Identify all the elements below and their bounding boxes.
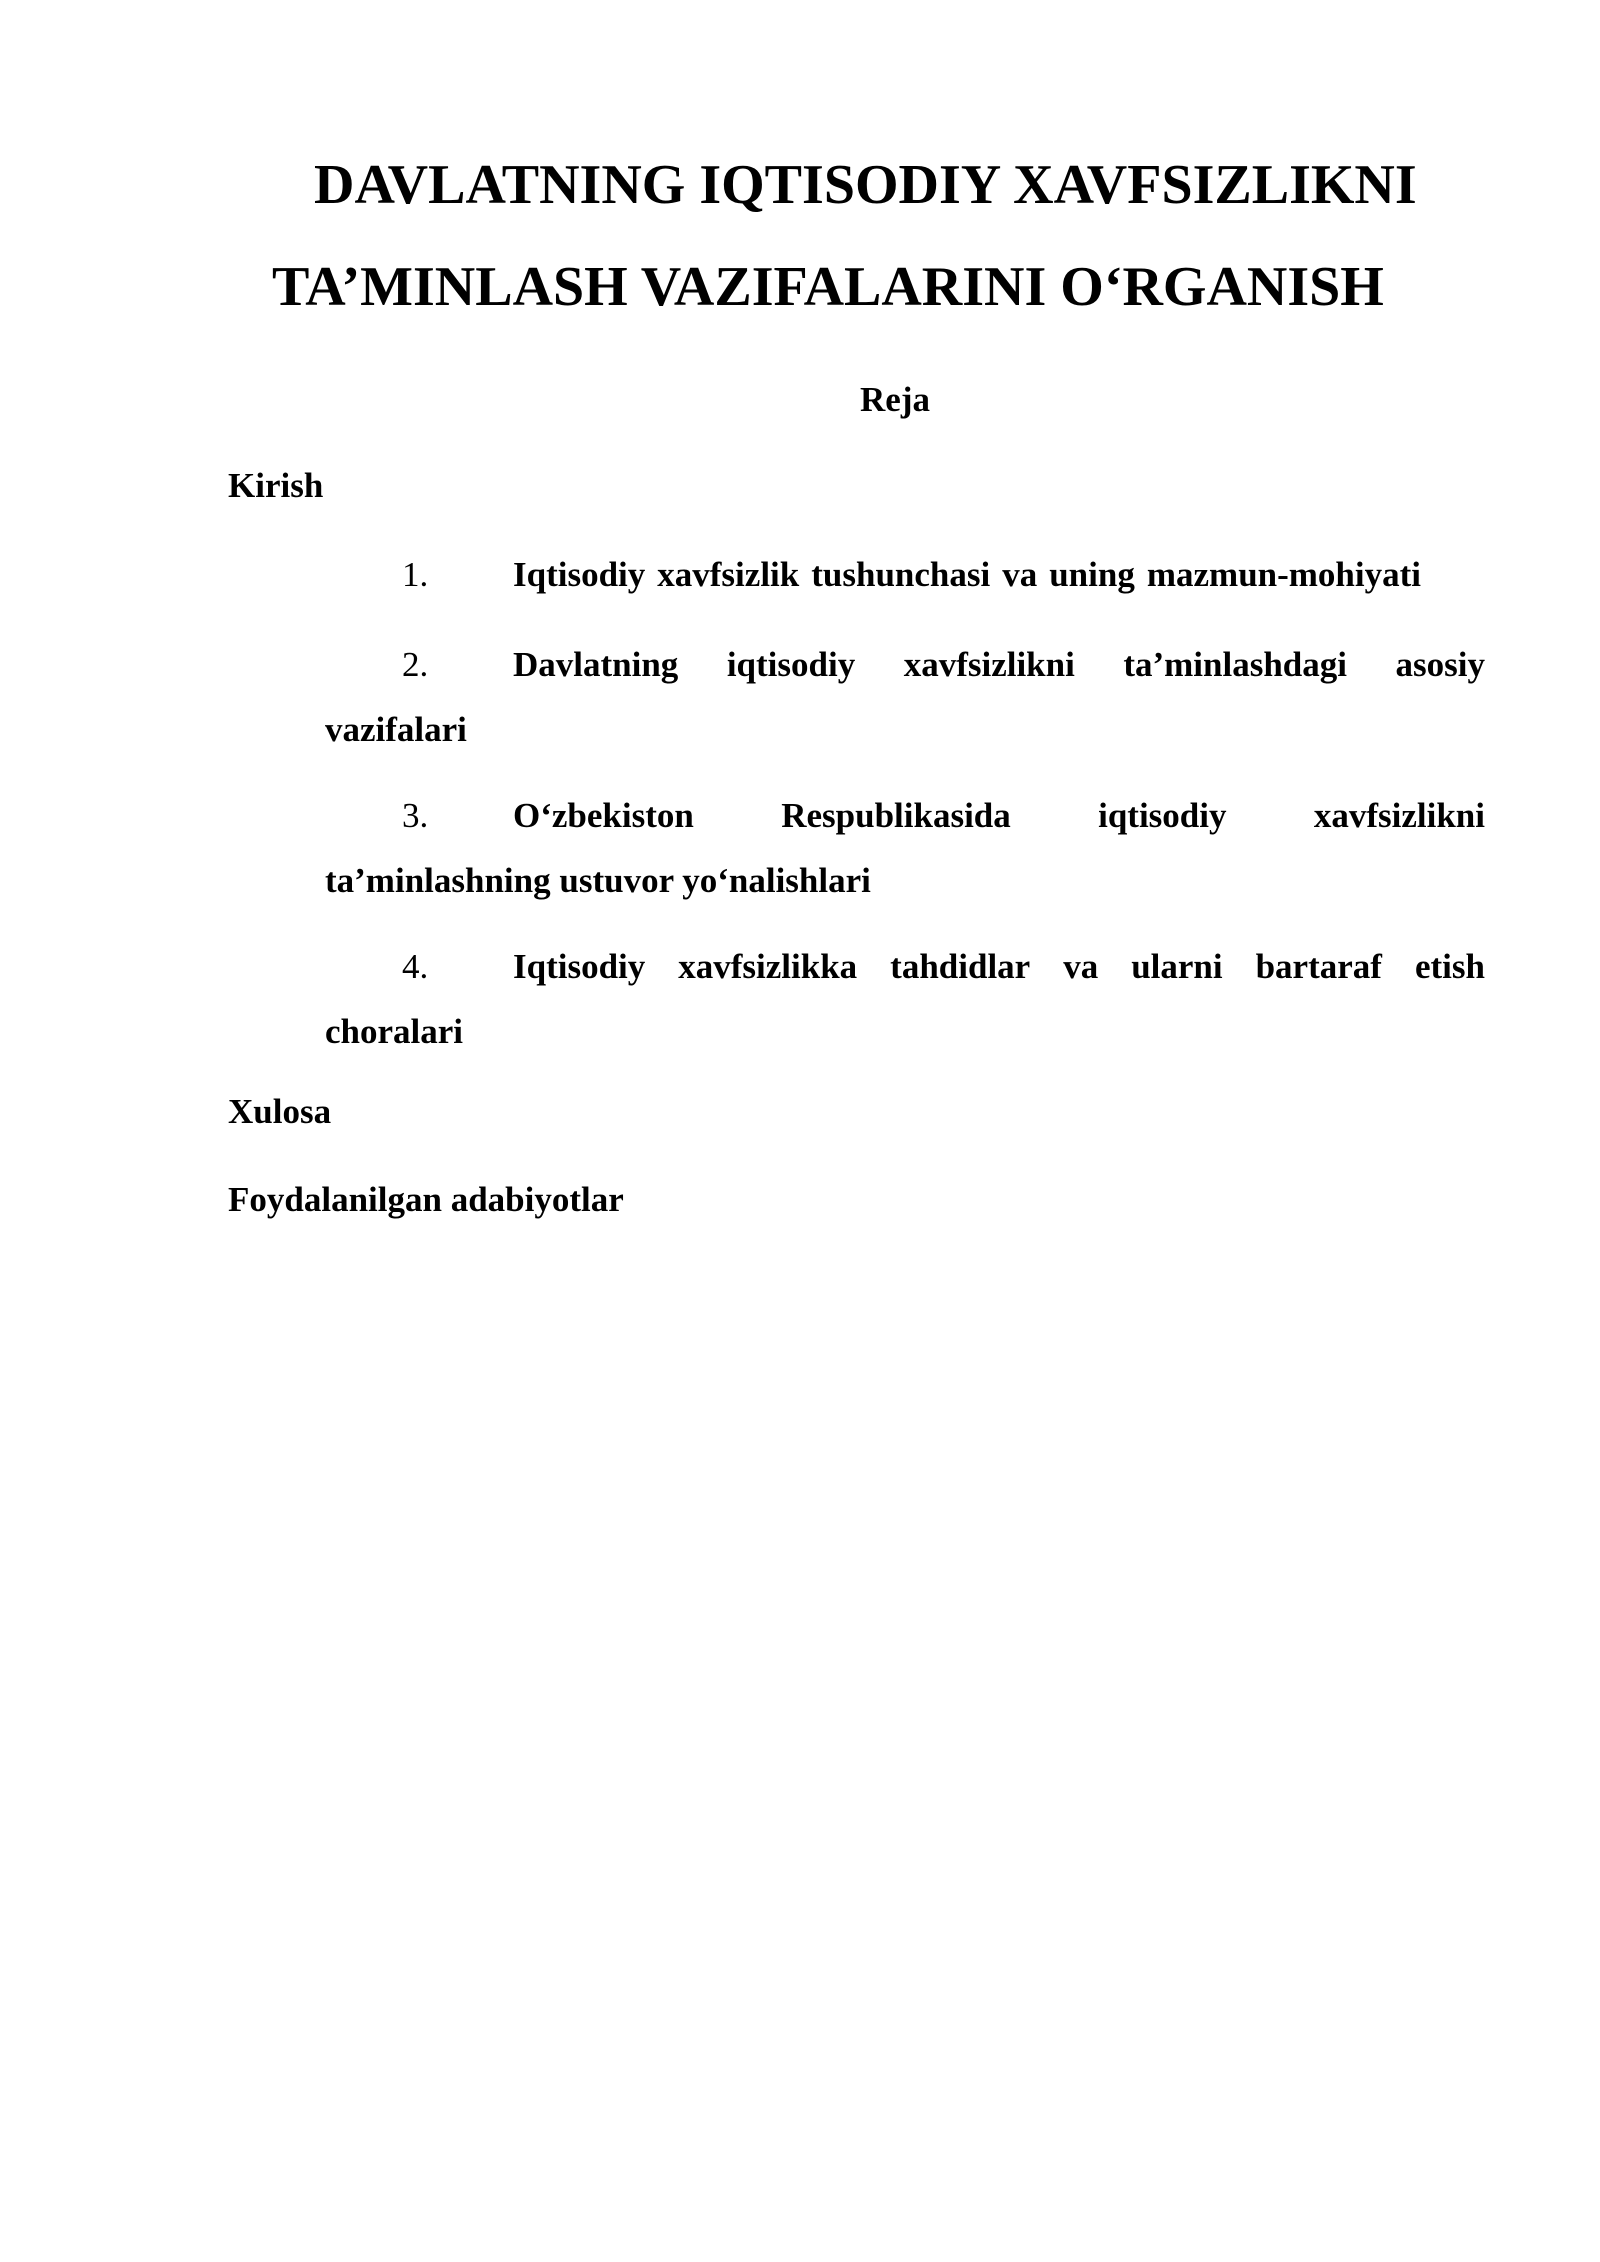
word: uning — [1049, 555, 1135, 594]
section-references: Foydalanilgan adabiyotlar — [228, 1180, 624, 1219]
plan-item-2 — [325, 632, 1485, 762]
plan-item-title-continuation: choralari — [325, 1012, 464, 1051]
plan-item-number: 3. — [402, 796, 429, 835]
plan-item-3 — [325, 783, 1485, 913]
plan-item-title — [513, 632, 1485, 697]
plan-heading — [0, 378, 1600, 422]
word: O‘zbekiston — [513, 796, 694, 835]
word: va — [1063, 947, 1099, 986]
plan-item-number: 1. — [402, 555, 429, 594]
word: etish — [1414, 947, 1485, 986]
word: Iqtisodiy — [513, 555, 646, 594]
plan-heading-text: Reja — [860, 380, 930, 419]
word: xavfsizlikni — [903, 645, 1075, 684]
word: Davlatning — [513, 645, 679, 684]
plan-item-title — [513, 783, 1485, 848]
word: ularni — [1131, 947, 1223, 986]
word: tahdidlar — [890, 947, 1031, 986]
plan-item-title — [513, 934, 1485, 999]
word: tushunchasi — [811, 555, 991, 594]
plan-item-number: 2. — [402, 645, 429, 684]
word: asosiy — [1395, 645, 1485, 684]
word: ta’minlashdagi — [1123, 645, 1347, 684]
word: xavfsizlikni — [1313, 796, 1485, 835]
plan-item-1 — [325, 542, 1485, 607]
section-introduction: Kirish — [228, 466, 324, 505]
word: Iqtisodiy — [513, 947, 646, 986]
plan-item-title-continuation: ta’minlashning ustuvor yo‘nalishlari — [325, 861, 871, 900]
word: Respublikasida — [781, 796, 1011, 835]
word: xavfsizlikka — [678, 947, 858, 986]
word: iqtisodiy — [726, 645, 856, 684]
word: mazmun-mohiyati — [1146, 555, 1421, 594]
word: iqtisodiy — [1098, 796, 1227, 835]
section-conclusion: Xulosa — [228, 1092, 332, 1131]
plan-item-title — [513, 542, 1485, 607]
word: va — [1002, 555, 1038, 594]
document-title-line-1: DAVLATNING IQTISODIY XAVFSIZLIKNI — [314, 154, 1417, 216]
document-title-line-2: TA’MINLASH VAZIFALARINI O‘RGANISH — [272, 256, 1384, 318]
word: xavfsizlik — [657, 555, 800, 594]
plan-item-title-continuation: vazifalari — [325, 710, 467, 749]
word: bartaraf — [1255, 947, 1382, 986]
plan-item-4 — [325, 934, 1485, 1064]
plan-item-number: 4. — [402, 947, 429, 986]
